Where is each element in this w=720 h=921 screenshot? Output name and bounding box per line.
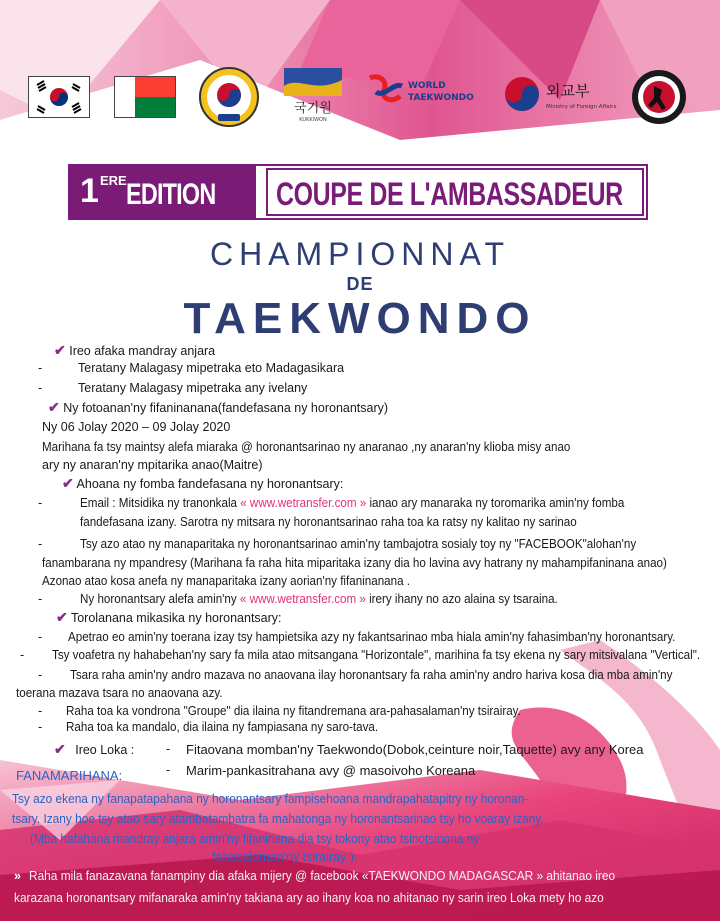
period-dates: Ny 06 Jolay 2020 – 09 Jolay 2020 — [42, 420, 231, 434]
period-note-line1: Marihana fa tsy maintsy alefa miaraka @ horonantsarinao ny anaranao ,ny anaran'ny klioba misy anao — [42, 440, 571, 454]
wt-line2: TAEKWONDO — [408, 93, 474, 103]
section-participants-title — [54, 343, 215, 359]
club-emblem-icon — [630, 68, 688, 126]
checkmark-icon: ✔ — [56, 609, 68, 625]
howto-email-post: ianao ary manaraka ny toromarika amin'ny fomba — [366, 496, 625, 510]
howto-email-line1 — [80, 496, 624, 511]
howto-email-line2: fandefasana izany. Sarotra ny mitsara ny horonantsarinao raha toa ka ratsy ny kalitao ny sarinao — [80, 515, 577, 529]
notes-heading: FANAMARIHANA: — [16, 768, 123, 783]
kukkiwon-subtext: KUKKIWON — [299, 117, 327, 123]
world-taekwondo-logo-icon — [366, 70, 488, 112]
mofa-subtext: Ministry of Foreign Affairs — [546, 104, 617, 110]
edition-superscript: ERE — [100, 173, 127, 188]
guideline-4: Raha toa ka vondrona "Groupe" dia ilaina ny fitandremana ara-pahasalaman'ny tsirairay. — [66, 704, 521, 718]
participants-item-1: Teratany Malagasy mipetraka eto Madagasikara — [78, 361, 345, 375]
dash-bullet: - — [38, 704, 43, 718]
mofa-text: 외교부 — [546, 82, 590, 100]
checkmark-icon: ✔ — [54, 342, 66, 358]
prizes-label-text: Ireo Loka : — [75, 743, 135, 757]
guideline-3-cont: toerana mazava tsara no anaovana azy. — [16, 686, 223, 700]
heading-de: DE — [346, 274, 374, 294]
section-participants-text: Ireo afaka mandray anjara — [69, 344, 216, 358]
section-howto-title — [62, 476, 343, 492]
notes-line3: (Mba hafahana mandray anjara amin'ny fifaninana dia tsy tokony atao tsinotsinona ny — [30, 832, 480, 846]
cup-title-text: COUPE DE L'AMBASSADEUR — [276, 176, 623, 212]
dash-bullet: - — [166, 742, 171, 756]
heading-taekwondo: TAEKWONDO — [183, 294, 537, 343]
dash-bullet: - — [38, 381, 43, 395]
edition-label — [70, 166, 256, 218]
checkmark-icon: ✔ — [48, 399, 60, 415]
dash-bullet: - — [166, 763, 171, 777]
dash-bullet: - — [38, 592, 43, 606]
guideline-3: Tsara raha amin'ny andro mazava no anaovana ilay horonantsary fa raha amin'ny andro hariva kosa dia mba amin'ny — [70, 668, 673, 682]
howto-email-pre: Email : Mitsidika ny tranonkala — [80, 496, 241, 510]
cup-title — [266, 168, 644, 216]
kukkiwon-text: 국기원 — [294, 101, 332, 116]
wetransfer-link[interactable]: « www.wetransfer.com » — [240, 496, 367, 510]
howto-facebook-line1: Tsy azo atao ny manaparitaka ny horonantsarinao amin'ny tambajotra sosialy toy ny "FACEBOOK"alohan'ny — [80, 537, 637, 551]
howto-send-line — [80, 592, 558, 607]
dash-bullet: - — [38, 496, 43, 510]
dash-bullet: - — [20, 648, 25, 662]
title-banner — [68, 164, 648, 220]
dash-bullet: - — [38, 720, 43, 734]
section-guidelines-text: Torolanana mikasika ny horonantsary: — [70, 611, 282, 625]
dash-bullet: - — [38, 361, 43, 375]
checkmark-icon: ✔ — [54, 741, 66, 757]
checkmark-icon: ✔ — [62, 475, 74, 491]
dash-bullet: - — [38, 630, 43, 644]
participants-item-2: Teratany Malagasy mipetraka any ivelany — [78, 381, 308, 395]
edition-number: 1 — [80, 172, 98, 210]
notes-line4: fahasalaman'ny tsirairay ). — [212, 850, 358, 864]
double-chevron-icon: » — [14, 869, 21, 883]
korea-flag-icon — [28, 76, 90, 118]
period-note-line2: ary ny anaran'ny mpitarika anao(Maitre) — [42, 458, 263, 472]
notes-line1: Tsy azo ekena ny fanapatapahana ny horonantsary fampisehoana mandrapahatapitry ny horonan- — [12, 792, 529, 806]
taekwondo-association-emblem-icon — [198, 66, 260, 128]
howto-send-pre: Ny horonantsary alefa amin'ny — [80, 592, 240, 606]
section-howto-text: Ahoana ny fomba fandefasana ny horonantsary: — [76, 477, 344, 491]
section-guidelines-title — [56, 610, 282, 626]
final-note-line1 — [14, 866, 646, 886]
guideline-1: Apetrao eo amin'ny toerana izay tsy hampietsika azy ny fakantsarinao mba hiala amin'ny fahasimban'ny horonantsary. — [68, 630, 676, 644]
dash-bullet: - — [38, 668, 43, 682]
prize-1: Fitaovana momban'ny Taekwondo(Dobok,ceinture noir,Taquette) avy any Korea — [186, 742, 644, 757]
sponsor-logos — [0, 62, 720, 132]
prize-2: Marim-pankasitrahana avy @ masoivoho Koreana — [186, 763, 476, 778]
section-period-text: Ny fotoanan'ny fifaninanana(fandefasana ny horonantsary) — [63, 401, 389, 415]
kukkiwon-logo-icon — [284, 68, 342, 124]
edition-text: EDITION — [126, 178, 216, 211]
guideline-2: Tsy voafetra ny hahabehan'ny sary fa mila atao mitsangana "Horizontale", marihina fa tsy ekena ny sary mitsivalana "Vertical". — [52, 648, 701, 662]
dash-bullet: - — [38, 537, 43, 551]
final-note-line2: karazana horonantsary mifanaraka amin'ny takiana ary ao ihany koa no ahitanao ny sarin ireo Loka mety ho azo — [14, 891, 604, 905]
prizes-label — [54, 742, 134, 758]
howto-facebook-line3: Azonao atao kosa anefa ny manaparitaka izany aorian'ny fifaninanana . — [42, 574, 411, 588]
wetransfer-link-2[interactable]: « www.wetransfer.com » — [239, 592, 366, 606]
wt-line1: WORLD — [408, 81, 446, 91]
final-note-text1: Raha mila fanazavana fanampiny dia afaka mijery @ facebook «TAEKWONDO MADAGASCAR » ahitanao ireo — [28, 869, 616, 883]
howto-send-post: irery ihany no azo alaina sy tsaraina. — [365, 592, 558, 606]
guideline-5: Raha toa ka mandalo, dia ilaina ny fampiasana ny saro-tava. — [66, 720, 379, 734]
section-period-title — [48, 400, 388, 416]
howto-facebook-line2: fanambarana ny mpandresy (Marihana fa raha hita miparitaka izany dia ho lavina avy hatrany ny mahampifaninana anao) — [42, 556, 667, 570]
ministry-foreign-affairs-logo-icon — [502, 72, 618, 120]
notes-line2: tsary. Izany hoe tsy atao sary atambatambatra fa mahatonga ny horonantsarinao tsy ho voaray izany. — [12, 812, 544, 826]
heading-championnat: CHAMPIONNAT — [209, 236, 511, 272]
madagascar-flag-icon — [114, 76, 176, 118]
